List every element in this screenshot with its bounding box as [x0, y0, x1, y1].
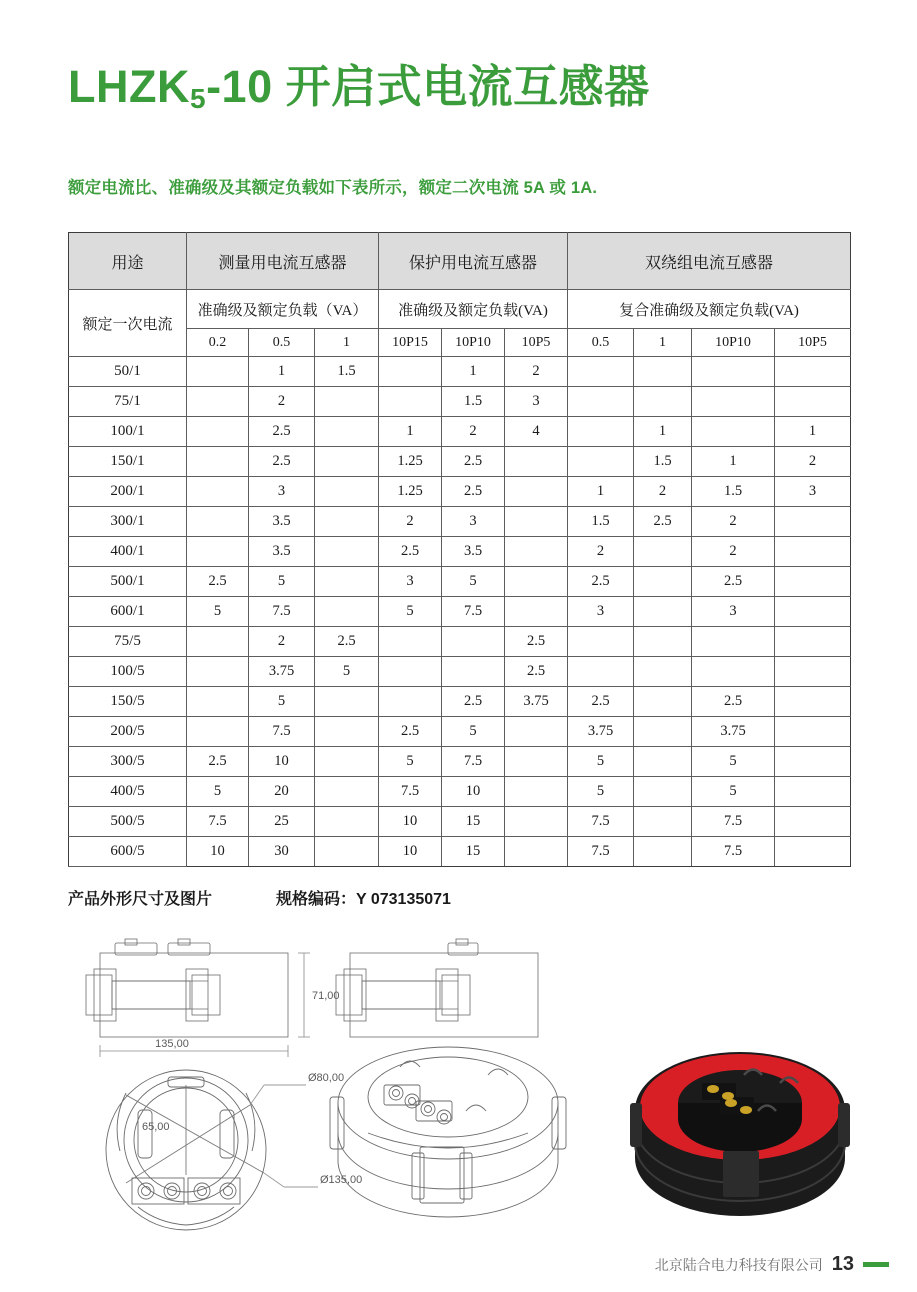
table-cell	[775, 357, 851, 387]
table-cell	[775, 807, 851, 837]
table-cell: 1	[568, 477, 634, 507]
table-cell	[634, 717, 692, 747]
table-cell	[187, 627, 249, 657]
table-cell: 2.5	[505, 627, 568, 657]
table-row	[69, 717, 851, 747]
row-ratio-label: 75/5	[69, 627, 187, 657]
table-cell	[187, 357, 249, 387]
table-cell: 5	[315, 657, 379, 687]
row-ratio-label: 100/1	[69, 417, 187, 447]
table-cell: 30	[249, 837, 315, 867]
table-cell: 25	[249, 807, 315, 837]
row-ratio-label: 500/1	[69, 567, 187, 597]
table-cell: 15	[442, 807, 505, 837]
table-cell	[315, 507, 379, 537]
table-cell: 5	[187, 777, 249, 807]
table-cell: 2	[692, 537, 775, 567]
table-cell: 3.5	[442, 537, 505, 567]
table-cell	[775, 717, 851, 747]
table-cell: 2.5	[568, 567, 634, 597]
table-cell: 7.5	[442, 747, 505, 777]
table-cell: 5	[187, 597, 249, 627]
row-ratio-label: 50/1	[69, 357, 187, 387]
table-cell: 5	[568, 747, 634, 777]
table-cell	[315, 597, 379, 627]
footer-accent-dash	[863, 1262, 889, 1267]
table-cell	[775, 657, 851, 687]
plan-view-drawing	[106, 1070, 318, 1230]
header-group-protection: 保护用电流互感器	[379, 233, 568, 290]
table-cell	[775, 837, 851, 867]
drawings-area	[68, 925, 868, 1235]
table-cell	[379, 627, 442, 657]
table-cell	[568, 417, 634, 447]
table-cell	[634, 837, 692, 867]
table-cell	[187, 477, 249, 507]
table-cell: 2.5	[505, 657, 568, 687]
table-cell	[692, 387, 775, 417]
table-cell: 1	[442, 357, 505, 387]
table-cell: 1	[249, 357, 315, 387]
table-cell	[187, 687, 249, 717]
row-ratio-label: 600/5	[69, 837, 187, 867]
table-cell: 7.5	[442, 597, 505, 627]
footer-company-name: 北京陆合电力科技有限公司	[654, 1256, 823, 1273]
dimensions-label: 产品外形尺寸及图片	[68, 891, 213, 908]
table-cell: 2	[249, 387, 315, 417]
page-title-main: LHZK	[68, 61, 190, 112]
table-cell: 5	[568, 777, 634, 807]
table-cell: 3.75	[249, 657, 315, 687]
table-cell	[634, 777, 692, 807]
table-cell: 3.75	[692, 717, 775, 747]
table-cell	[505, 717, 568, 747]
header-class-8: 10P10	[692, 329, 775, 357]
front-view-width-dim: 135,00	[155, 1038, 189, 1050]
table-cell: 5	[379, 597, 442, 627]
table-cell	[634, 567, 692, 597]
table-row	[69, 417, 851, 447]
page-title	[68, 62, 650, 112]
table-cell	[568, 387, 634, 417]
table-row	[69, 447, 851, 477]
header-class-2: 1	[315, 329, 379, 357]
table-cell	[505, 837, 568, 867]
table-cell: 2.5	[442, 447, 505, 477]
table-row	[69, 357, 851, 387]
table-cell: 2	[692, 507, 775, 537]
table-row	[69, 597, 851, 627]
table-cell	[379, 657, 442, 687]
table-cell	[315, 837, 379, 867]
table-cell	[187, 657, 249, 687]
side-view-drawing	[336, 939, 538, 1037]
table-cell: 15	[442, 837, 505, 867]
table-cell: 1	[379, 417, 442, 447]
table-cell: 2.5	[442, 687, 505, 717]
table-cell: 2.5	[568, 687, 634, 717]
table-cell	[568, 447, 634, 477]
table-cell: 3.75	[568, 717, 634, 747]
table-cell: 7.5	[568, 807, 634, 837]
table-cell	[692, 417, 775, 447]
header-group-measurement: 测量用电流互感器	[187, 233, 379, 290]
table-row	[69, 837, 851, 867]
front-view-drawing	[86, 939, 310, 1057]
table-cell: 5	[442, 717, 505, 747]
table-cell: 5	[692, 747, 775, 777]
table-cell: 2.5	[249, 447, 315, 477]
table-cell: 3.5	[249, 507, 315, 537]
table-cell	[775, 627, 851, 657]
table-cell: 2.5	[634, 507, 692, 537]
table-cell: 2.5	[315, 627, 379, 657]
table-cell: 2.5	[692, 567, 775, 597]
table-cell: 7.5	[379, 777, 442, 807]
table-cell: 2	[442, 417, 505, 447]
table-cell	[775, 537, 851, 567]
table-body	[69, 357, 851, 867]
table-cell	[187, 417, 249, 447]
table-cell: 2	[568, 537, 634, 567]
table-cell: 2.5	[187, 567, 249, 597]
table-cell: 7.5	[568, 837, 634, 867]
table-cell: 2.5	[249, 417, 315, 447]
page-title-subscript: 5	[189, 83, 207, 114]
table-cell	[634, 387, 692, 417]
table-cell	[634, 687, 692, 717]
row-ratio-label: 300/5	[69, 747, 187, 777]
table-cell	[505, 567, 568, 597]
table-cell: 2.5	[379, 717, 442, 747]
table-cell	[315, 387, 379, 417]
row-ratio-label: 150/5	[69, 687, 187, 717]
table-cell: 7.5	[249, 597, 315, 627]
table-row	[69, 507, 851, 537]
table-header-row-group	[69, 233, 851, 290]
table-cell	[505, 447, 568, 477]
page-footer	[655, 1253, 889, 1276]
table-row	[69, 567, 851, 597]
table-cell: 3	[249, 477, 315, 507]
table-cell	[634, 747, 692, 777]
header-class-3: 10P15	[379, 329, 442, 357]
header-unit-measurement: 准确级及额定负载（VA）	[187, 290, 379, 329]
table-cell	[505, 507, 568, 537]
table-cell	[315, 807, 379, 837]
row-ratio-label: 200/5	[69, 717, 187, 747]
table-cell: 2.5	[187, 747, 249, 777]
table-header-row-units	[69, 290, 851, 329]
table-cell	[315, 477, 379, 507]
table-cell	[505, 777, 568, 807]
row-ratio-label: 600/1	[69, 597, 187, 627]
spec-table-container	[68, 232, 850, 867]
footer-page-number: 13	[831, 1253, 854, 1275]
table-row	[69, 387, 851, 417]
table-cell	[315, 717, 379, 747]
table-cell	[187, 447, 249, 477]
table-cell: 1	[775, 417, 851, 447]
table-cell	[442, 627, 505, 657]
table-cell: 3	[505, 387, 568, 417]
row-ratio-label: 300/1	[69, 507, 187, 537]
table-cell	[315, 537, 379, 567]
table-cell	[775, 597, 851, 627]
header-class-5: 10P5	[505, 329, 568, 357]
row-ratio-label: 400/5	[69, 777, 187, 807]
table-cell: 1.5	[692, 477, 775, 507]
header-usage: 用途	[69, 233, 187, 290]
specification-table	[68, 232, 851, 867]
plan-outer-diameter-dim: Ø135,00	[320, 1174, 363, 1186]
table-cell: 1.5	[442, 387, 505, 417]
table-cell	[775, 507, 851, 537]
table-cell: 1.25	[379, 477, 442, 507]
table-cell: 10	[379, 837, 442, 867]
header-group-dual-winding: 双绕组电流互感器	[568, 233, 851, 290]
row-ratio-label: 100/5	[69, 657, 187, 687]
table-cell	[568, 627, 634, 657]
header-class-1: 0.5	[249, 329, 315, 357]
table-head	[69, 233, 851, 357]
row-ratio-label: 75/1	[69, 387, 187, 417]
table-row	[69, 747, 851, 777]
table-cell	[187, 717, 249, 747]
table-row	[69, 777, 851, 807]
table-cell	[505, 477, 568, 507]
row-ratio-label: 150/1	[69, 447, 187, 477]
dimensions-heading	[68, 886, 451, 909]
table-cell: 1.5	[568, 507, 634, 537]
row-ratio-label: 500/5	[69, 807, 187, 837]
table-cell: 2.5	[379, 537, 442, 567]
table-cell	[775, 687, 851, 717]
table-cell: 10	[442, 777, 505, 807]
row-ratio-label: 400/1	[69, 537, 187, 567]
table-cell: 20	[249, 777, 315, 807]
table-cell	[568, 357, 634, 387]
table-cell	[315, 567, 379, 597]
table-cell: 7.5	[249, 717, 315, 747]
table-cell: 1	[692, 447, 775, 477]
table-cell: 1.5	[315, 357, 379, 387]
table-cell	[692, 627, 775, 657]
header-class-4: 10P10	[442, 329, 505, 357]
table-cell	[315, 447, 379, 477]
subtitle-note: 额定电流比、准确级及其额定负载如下表所示，额定二次电流 5A 或 1A.	[68, 179, 598, 197]
table-cell: 3	[692, 597, 775, 627]
table-cell	[187, 387, 249, 417]
table-row	[69, 537, 851, 567]
table-cell: 3	[379, 567, 442, 597]
table-row	[69, 657, 851, 687]
page-title-rest: -10 开启式电流互感器	[206, 61, 650, 112]
table-cell: 3.5	[249, 537, 315, 567]
table-cell: 5	[692, 777, 775, 807]
table-cell: 5	[379, 747, 442, 777]
table-cell: 7.5	[692, 837, 775, 867]
table-cell: 7.5	[692, 807, 775, 837]
table-cell	[692, 657, 775, 687]
table-cell: 1	[634, 417, 692, 447]
table-cell: 10	[249, 747, 315, 777]
table-cell: 2	[379, 507, 442, 537]
table-cell: 2	[634, 477, 692, 507]
table-cell	[775, 567, 851, 597]
table-cell	[634, 807, 692, 837]
table-cell: 3	[568, 597, 634, 627]
table-cell	[634, 627, 692, 657]
table-cell	[775, 387, 851, 417]
table-cell	[775, 777, 851, 807]
table-cell	[692, 357, 775, 387]
table-row	[69, 477, 851, 507]
table-cell	[379, 387, 442, 417]
table-cell: 3	[442, 507, 505, 537]
table-cell: 5	[249, 687, 315, 717]
table-cell: 5	[249, 567, 315, 597]
table-cell	[568, 657, 634, 687]
front-view-height-dim: 71,00	[312, 990, 340, 1002]
table-cell: 2	[775, 447, 851, 477]
product-photo	[630, 1052, 850, 1216]
table-cell	[379, 357, 442, 387]
table-cell	[505, 747, 568, 777]
table-cell	[634, 657, 692, 687]
table-cell	[505, 597, 568, 627]
table-cell	[505, 537, 568, 567]
table-cell	[315, 777, 379, 807]
row-ratio-label: 200/1	[69, 477, 187, 507]
header-class-0: 0.2	[187, 329, 249, 357]
table-cell: 1.25	[379, 447, 442, 477]
table-cell	[442, 657, 505, 687]
header-class-7: 1	[634, 329, 692, 357]
header-primary-current: 额定一次电流	[69, 290, 187, 357]
header-unit-protection: 准确级及额定负载(VA)	[379, 290, 568, 329]
table-cell: 3.75	[505, 687, 568, 717]
table-cell: 3	[775, 477, 851, 507]
table-cell: 1.5	[634, 447, 692, 477]
table-cell	[634, 597, 692, 627]
table-cell	[315, 747, 379, 777]
iso-view-drawing	[330, 1047, 566, 1217]
table-cell: 7.5	[187, 807, 249, 837]
table-cell: 2	[505, 357, 568, 387]
table-cell	[505, 807, 568, 837]
table-cell	[379, 687, 442, 717]
table-cell: 2.5	[692, 687, 775, 717]
table-cell: 5	[442, 567, 505, 597]
header-class-9: 10P5	[775, 329, 851, 357]
table-cell	[775, 747, 851, 777]
drawings-svg	[68, 925, 868, 1235]
table-row	[69, 627, 851, 657]
plan-inner-diameter-dim: Ø80,00	[308, 1072, 345, 1084]
table-cell	[187, 537, 249, 567]
table-header-row-classes	[69, 329, 851, 357]
plan-mid-dim: 65,00	[142, 1121, 170, 1133]
header-unit-dual-winding: 复合准确级及额定负载(VA)	[568, 290, 851, 329]
table-cell	[634, 537, 692, 567]
table-cell: 2	[249, 627, 315, 657]
table-cell	[634, 357, 692, 387]
table-cell	[315, 687, 379, 717]
table-cell: 2.5	[442, 477, 505, 507]
table-cell	[315, 417, 379, 447]
spec-code-label: 规格编码：Y 073135071	[276, 891, 451, 908]
table-row	[69, 687, 851, 717]
header-class-6: 0.5	[568, 329, 634, 357]
table-row	[69, 807, 851, 837]
table-cell	[187, 507, 249, 537]
table-cell: 4	[505, 417, 568, 447]
table-cell: 10	[379, 807, 442, 837]
table-cell: 10	[187, 837, 249, 867]
